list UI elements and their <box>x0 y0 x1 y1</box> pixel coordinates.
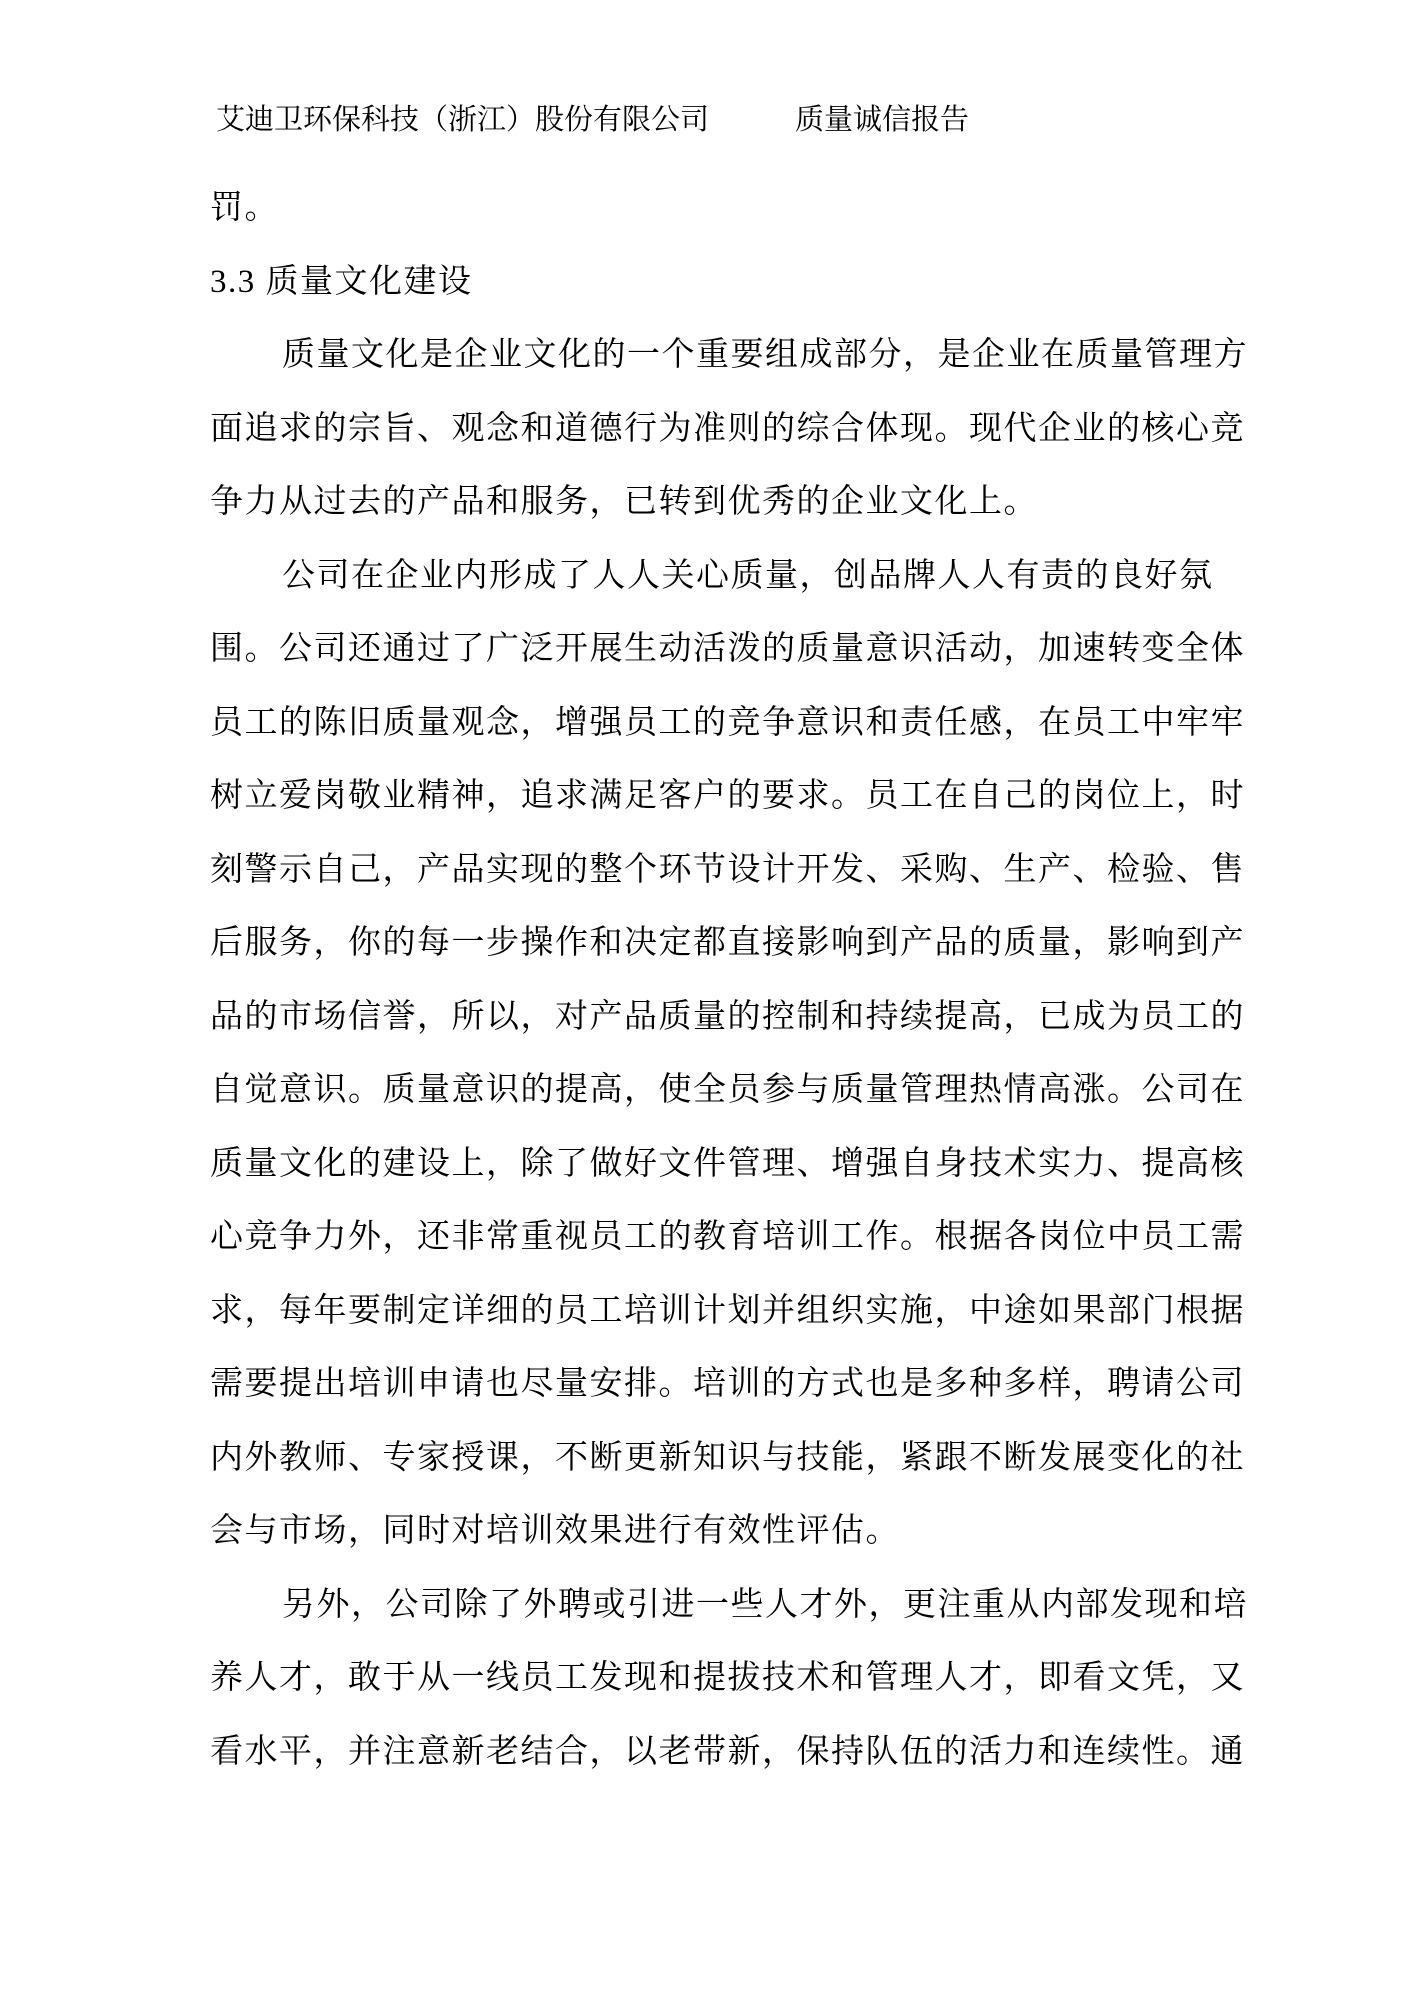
text-line: 树立爱岗敬业精神，追求满足客户的要求。员工在自己的岗位上，时 <box>210 778 1245 814</box>
text-line: 面追求的宗旨、观念和道德行为准则的综合体现。现代企业的核心竞 <box>210 410 1245 447</box>
document-body <box>210 172 1250 1789</box>
text-line: 养人才，敢于从一线员工发现和提拔技术和管理人才，即看文凭，又 <box>210 1660 1245 1696</box>
text-line: 另外，公司除了外聘或引进一些人才外，更注重从内部发现和培 <box>282 1586 1248 1623</box>
text-line: 后服务，你的每一步操作和决定都直接影响到产品的质量，影响到产 <box>210 925 1245 961</box>
text-line: 看水平，并注意新老结合，以老带新，保持队伍的活力和连续性。通 <box>210 1733 1245 1770</box>
text-line: 会与市场，同时对培训效果进行有效性评估。 <box>210 1513 900 1549</box>
text-line: 自觉意识。质量意识的提高，使全员参与质量管理热情高涨。公司在 <box>210 1072 1245 1108</box>
text-line: 品的市场信誉，所以，对产品质量的控制和持续提高，已成为员工的 <box>210 998 1245 1035</box>
text-line: 质量文化是企业文化的一个重要组成部分，是企业在质量管理方 <box>282 337 1248 373</box>
page-header <box>216 100 969 140</box>
text-line: 员工的陈旧质量观念，增强员工的竞争意识和责任感，在员工中牢牢 <box>210 704 1245 741</box>
text-line: 求，每年要制定详细的员工培训计划并组织实施，中途如果部门根据 <box>210 1292 1245 1329</box>
text-line: 公司在企业内形成了人人关心质量，创品牌人人有责的良好氛 <box>282 557 1214 594</box>
text-line: 围。公司还通过了广泛开展生动活泼的质量意识活动，加速转变全体 <box>210 631 1245 667</box>
text-line: 需要提出培训申请也尽量安排。培训的方式也是多种多样，聘请公司 <box>210 1366 1245 1402</box>
text-line: 质量文化的建设上，除了做好文件管理、增强自身技术实力、提高核 <box>210 1145 1245 1182</box>
section-heading: 3.3 质量文化建设 <box>210 263 473 300</box>
header-company-name: 艾迪卫环保科技（浙江）股份有限公司 <box>216 104 710 136</box>
text-line: 罚。 <box>210 190 279 226</box>
text-line: 争力从过去的产品和服务，已转到优秀的企业文化上。 <box>210 484 1038 520</box>
text-line: 内外教师、专家授课，不断更新知识与技能，紧跟不断发展变化的社 <box>210 1439 1245 1476</box>
text-line: 刻警示自己，产品实现的整个环节设计开发、采购、生产、检验、售 <box>210 851 1245 888</box>
text-line: 心竞争力外，还非常重视员工的教育培训工作。根据各岗位中员工需 <box>210 1219 1245 1255</box>
header-report-title: 质量诚信报告 <box>795 104 970 136</box>
